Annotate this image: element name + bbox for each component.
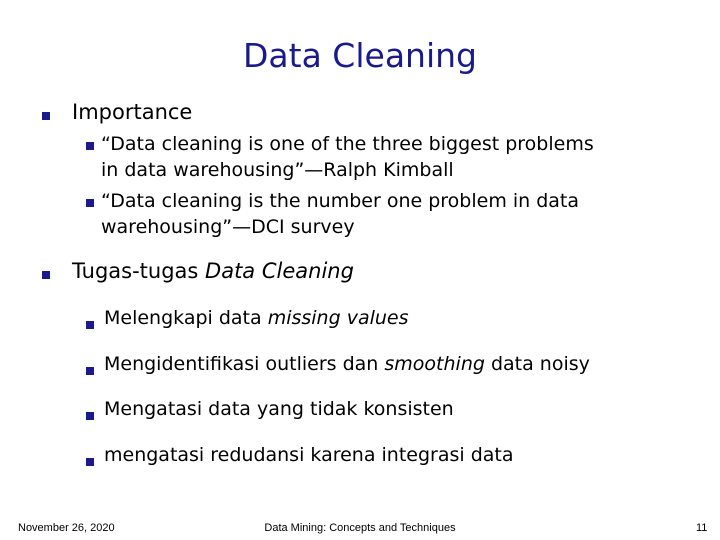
slide-title: Data Cleaning [243,36,477,75]
square-bullet-icon [86,458,94,466]
quote-kimball-line1: “Data cleaning is one of the three biggest problems [101,133,594,155]
footer-page-number: 11 [696,522,708,534]
tasks-heading: Tugas-tugas Data Cleaning [72,259,354,283]
square-bullet-icon [86,367,94,375]
quote-kimball-line2: in data warehousing”—Ralph Kimball [101,159,454,181]
quote-dci-line1: “Data cleaning is the number one problem in data [101,190,580,212]
square-bullet-icon [42,112,50,120]
square-bullet-icon [86,412,94,420]
footer-title: Data Mining: Concepts and Techniques [264,522,456,534]
task-item-outliers: Mengidentifikasi outliers dan smoothing data noisy [104,353,590,375]
square-bullet-icon [86,142,94,150]
quote-dci-line2: warehousing”—DCI survey [101,216,355,238]
task-item-inconsistent: Mengatasi data yang tidak konsisten [104,398,454,420]
task-item-redundancy: mengatasi redudansi karena integrasi data [104,444,514,466]
square-bullet-icon [86,321,94,329]
square-bullet-icon [86,199,94,207]
footer-date: November 26, 2020 [18,522,115,534]
importance-heading: Importance [72,100,193,124]
task-item-missing-values: Melengkapi data missing values [104,307,409,329]
square-bullet-icon [42,271,50,279]
